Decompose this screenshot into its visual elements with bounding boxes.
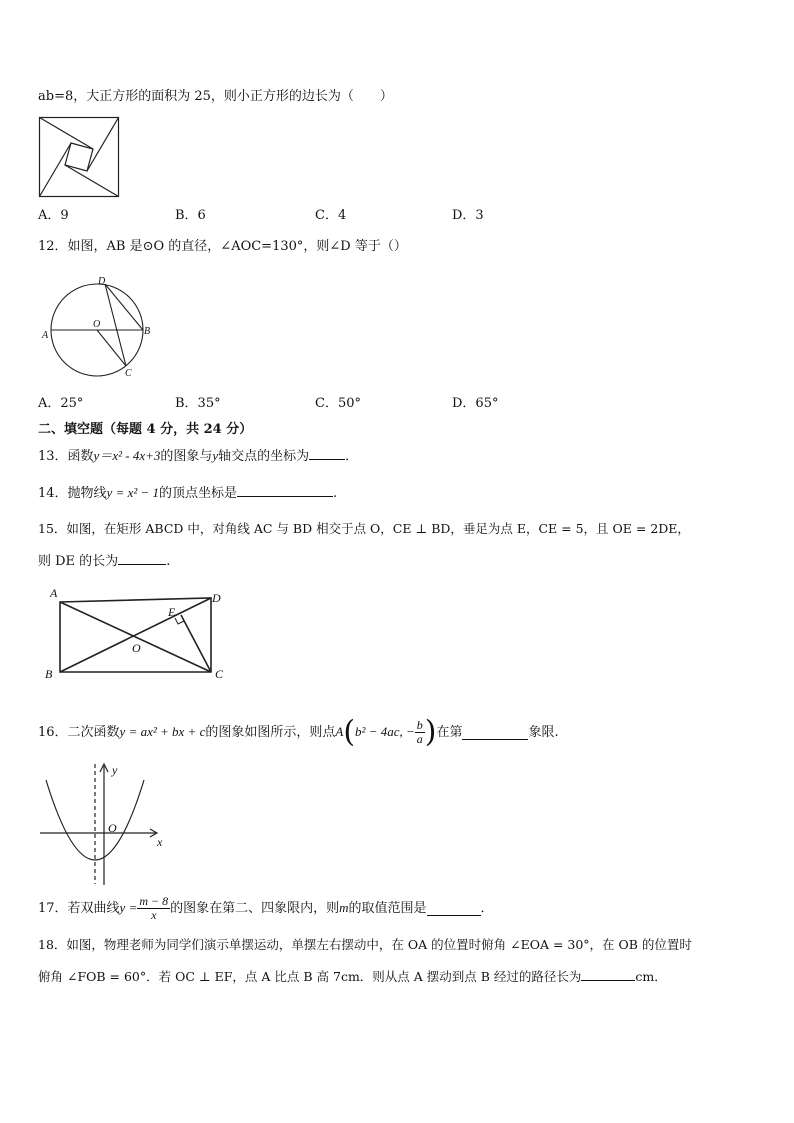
q15-label-a: A xyxy=(50,586,58,600)
q15-label-o: O xyxy=(132,641,141,655)
q11-option-a[interactable]: A．9 xyxy=(38,208,69,223)
q13-line xyxy=(38,446,358,466)
q13-end: ． xyxy=(345,449,359,464)
q17-line xyxy=(38,889,494,927)
q12-label-a: A xyxy=(42,330,49,341)
q14-pre: 14．抛物线 xyxy=(38,486,107,501)
q16-parabola-figure xyxy=(38,760,178,890)
q13-var: y xyxy=(212,448,219,463)
q16-paren-open: ( xyxy=(343,714,356,750)
q16-point: A xyxy=(335,724,344,739)
q15-label-c: C xyxy=(215,667,224,681)
q16-label-o: O xyxy=(108,821,117,835)
q15-answer-blank[interactable] xyxy=(118,551,166,565)
q16-label-x: x xyxy=(157,835,163,849)
q12-option-c[interactable]: C．50° xyxy=(315,396,361,411)
q16-coord-fraction xyxy=(415,719,425,746)
q13-post2: 轴交点的坐标为 xyxy=(218,449,310,464)
q17-var: m xyxy=(339,900,349,915)
q15-rectangle-figure xyxy=(44,584,234,684)
q17-fraction xyxy=(137,895,170,922)
q11-square-figure xyxy=(39,117,119,197)
q11-option-b[interactable]: B．6 xyxy=(175,208,206,223)
q16-paren-close: ) xyxy=(424,714,437,750)
q11-option-d[interactable]: D．3 xyxy=(452,208,484,223)
q14-line xyxy=(38,483,337,503)
q16-line xyxy=(38,712,559,752)
q16-answer-blank[interactable] xyxy=(462,726,528,740)
q18-line2-text: 俯角 ∠FOB = 60°．若 OC ⊥ EF，点 A 比点 B 高 7cm．则从点 A 摆动到点 B 经过的路径长为 xyxy=(38,969,582,984)
q17-answer-blank[interactable] xyxy=(427,902,481,916)
q18-answer-blank[interactable] xyxy=(581,967,635,981)
q12-label-o: O xyxy=(93,319,101,330)
q13-formula: y＝x² - 4x+3 xyxy=(93,448,161,463)
q16-frac-num: b xyxy=(416,718,423,732)
q16-coord-first: b² − 4ac, − xyxy=(355,724,415,739)
q14-end: . xyxy=(333,486,338,501)
q13-answer-blank[interactable] xyxy=(309,446,345,460)
q11-text: ab=8，大正方形的面积为 25，则小正方形的边长为（ ） xyxy=(38,89,393,104)
q12-label-c: C xyxy=(125,368,132,379)
q12-circle-figure xyxy=(40,275,160,385)
q14-formula: y = x² − 1 xyxy=(106,485,160,500)
q14-answer-blank[interactable] xyxy=(237,483,333,497)
q16-formula: y = ax² + bx + c xyxy=(119,724,206,739)
q17-post2: 的取值范围是 xyxy=(348,901,427,916)
q15-line2-pre: 则 DE 的长为 xyxy=(38,554,119,569)
q18-end: cm． xyxy=(635,969,667,984)
q16-frac-den: a xyxy=(416,732,423,746)
q16-end: 象限. xyxy=(528,725,559,740)
q12-label-b: B xyxy=(144,326,151,337)
q16-mid: 的图象如图所示，则点 xyxy=(205,725,336,740)
q12-option-b[interactable]: B．35° xyxy=(175,396,221,411)
q15-label-d: D xyxy=(212,591,221,605)
q15-line1: 15．如图，在矩形 ABCD 中，对角线 AC 与 BD 相交于点 O，CE ⊥ BD，垂足为点 E，CE = 5，且 OE = 2DE， xyxy=(38,521,690,536)
section-heading: 二、填空题（每题 4 分，共 24 分） xyxy=(38,422,253,437)
q18-line2 xyxy=(38,967,667,986)
q12-option-a[interactable]: A．25° xyxy=(38,396,84,411)
q17-frac-den: x xyxy=(151,908,157,922)
q12-text: 12．如图，AB 是⊙O 的直径，∠AOC=130°，则∠D 等于（） xyxy=(38,239,407,254)
q17-pre: 17．若双曲线 xyxy=(38,901,120,916)
q17-formula-lhs: y = xyxy=(119,900,138,915)
q12-option-d[interactable]: D．65° xyxy=(452,396,499,411)
q11-option-c[interactable]: C．4 xyxy=(315,208,347,223)
q15-line2 xyxy=(38,551,170,571)
q18-line1: 18．如图，物理老师为同学们演示单摆运动，单摆左右摆动中，在 OA 的位置时俯角 ∠EOA = 30°，在 OB 的位置时 xyxy=(38,937,692,952)
q15-end: . xyxy=(166,554,171,569)
q16-label-y: y xyxy=(112,763,118,777)
q13-pre: 13．函数 xyxy=(38,449,94,464)
q17-frac-num: m − 8 xyxy=(139,894,169,908)
q15-label-b: B xyxy=(45,667,53,681)
q13-post: 的图象与 xyxy=(160,449,213,464)
q17-end: ． xyxy=(480,901,494,916)
q16-post: 在第 xyxy=(436,725,463,740)
q12-label-d: D xyxy=(98,276,106,287)
q16-pre: 16．二次函数 xyxy=(38,725,120,740)
q15-label-e: E xyxy=(168,605,176,619)
q17-post: 的图象在第二、四象限内，则 xyxy=(170,901,340,916)
q14-post: 的顶点坐标是 xyxy=(159,486,238,501)
